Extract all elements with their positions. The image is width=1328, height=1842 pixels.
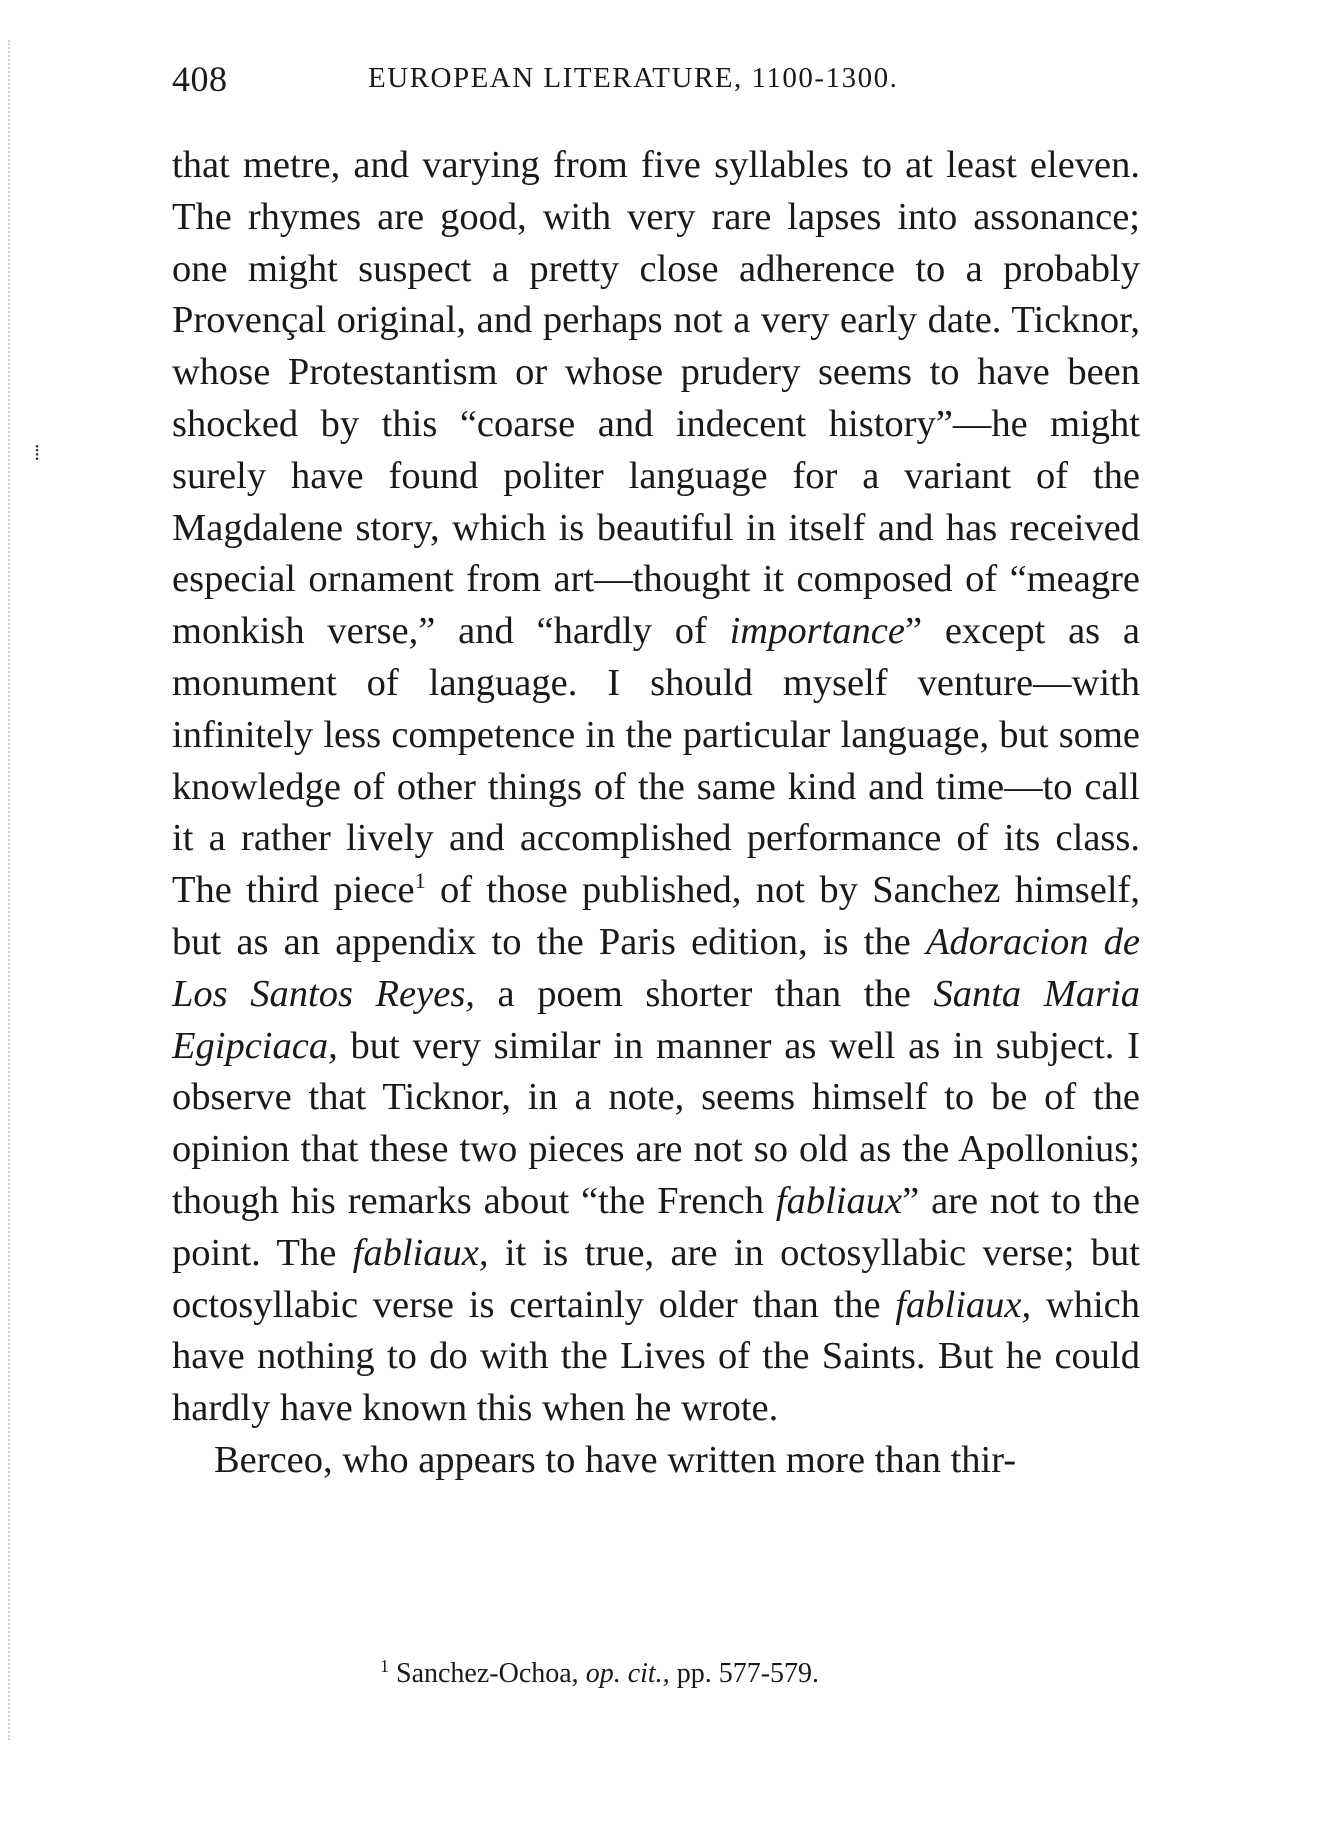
footnote-ref: 1 [414,868,426,894]
paragraph-1: that metre, and varying from five syllables to at least eleven. The rhymes are good, with very rare lapses into assonance; one might suspect a pretty close adherence to a probably Provençal original, and perhaps not a very early date. Ticknor, whose Protestantism or whose prudery seems to have been shocked by this “coarse and indecent history”—he might surely have found politer language for a variant of the Magdalene story, which is beautiful in itself and has received especial ornament from art—thought it composed of “meagre monkish verse,” and “hardly of importance” except as a monument of language. I should myself venture—with infinitely less competence in the particular language, but some knowledge of other things of the same kind and time—to call it a rather lively and accomplished performance of its class. The third piece$^1$ of those published, not by Sanchez himself, but as an appendix to the Paris edition, is the Adoracion de Los Santos Reyes, a poem shorter than the Santa Maria Egipciaca, but very similar in manner as well as in subject. I observe that Ticknor, in a note, seems himself to be of the opinion that these two pieces are not so old as the Apollonius; though his remarks about “the French fabliaux” are not to the point. The fabliaux, it is true, are in octosyllabic verse; but octosyllabic verse is certainly older than the fabliaux, which have nothing to do with the Lives of the Saints. But he could hardly have known this when he wrote. [172,144,1141,1430]
footnote-author: Sanchez-Ochoa, [396,1658,579,1689]
quote-meagre: “meagre monkish verse,” [172,558,1140,653]
italic-fabliaux: fabliaux [775,1179,903,1222]
scan-margin-edge [8,40,14,1740]
footnote-marker: 1 [380,1656,389,1676]
running-title: EUROPEAN LITERATURE, 1100-1300. [368,62,899,94]
italic-importance: importance [729,610,905,653]
page-number: 408 [172,59,228,99]
italic-fabliaux: fabliaux, [895,1283,1032,1326]
footnote-op-cit: op. cit., [585,1658,670,1689]
body-text [172,140,1140,1487]
work-title-adoracion: Adoracion de Los Santos Reyes, [172,920,1141,1015]
quote-coarse: “coarse and indecent history” [459,402,953,445]
footnote-pages: pp. 577-579. [676,1658,820,1689]
paragraph-2: Berceo, who appears to have written more than thir- [214,1438,1017,1481]
margin-mark: ⁞ [34,440,41,465]
work-title-santa-maria: Santa Maria Egipciaca, [172,972,1140,1067]
footnote [380,1658,1080,1690]
italic-fabliaux: fabliaux, [352,1231,489,1274]
